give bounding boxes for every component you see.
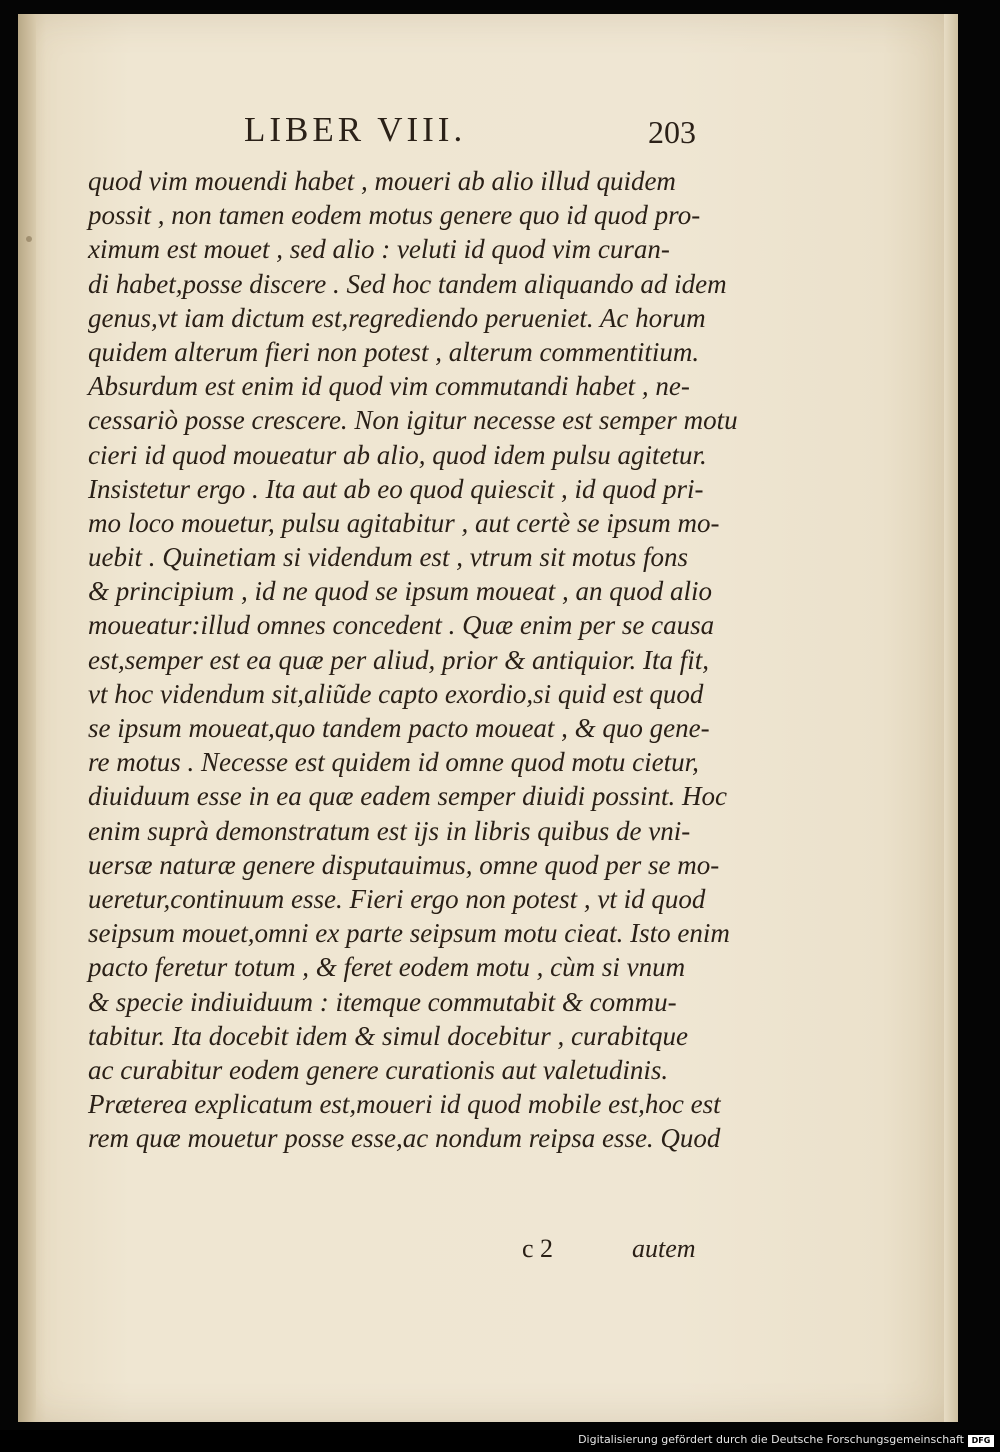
text-line: se ipsum moueat,quo tandem pacto moueat , & quo gene- bbox=[88, 713, 710, 743]
text-line: mo loco mouetur, pulsu agitabitur , aut certè se ipsum mo- bbox=[88, 507, 720, 538]
text-line: quidem alterum fieri non potest , alterum commentitium. bbox=[88, 336, 700, 367]
text-line: possit , non tamen eodem motus genere quo id quod pro- bbox=[88, 200, 701, 231]
text-line: Præterea explicatum est,moueri id quod mobile est,hoc est bbox=[88, 1089, 721, 1120]
text-line: est,semper est ea quæ per aliud, prior & antiquior. Ita fit, bbox=[88, 644, 709, 675]
text-line: re motus . Necesse est quidem id omne quod motu cietur, bbox=[88, 747, 699, 778]
catchline bbox=[18, 1234, 958, 1270]
signature-mark: c 2 bbox=[522, 1234, 554, 1263]
text-line: uebit . Quinetiam si videndum est , vtrum sit motus fons bbox=[88, 542, 688, 573]
text-line: vt hoc videndum sit,aliũde capto exordio,si quid est quod bbox=[88, 678, 704, 709]
text-line: & specie indiuiduum : itemque commutabit & commu- bbox=[88, 986, 677, 1017]
body-text bbox=[88, 164, 748, 1155]
book-page bbox=[18, 14, 958, 1422]
text-line: rem quæ mouetur posse esse,ac nondum reipsa esse. Quod bbox=[88, 1123, 721, 1154]
text-line: uersæ naturæ genere disputauimus, omne quod per se mo- bbox=[88, 849, 720, 880]
dfg-logo-icon: DFG bbox=[968, 1435, 994, 1447]
digitization-footer bbox=[0, 1430, 1000, 1452]
text-line: di habet,posse discere . Sed hoc tandem aliquando ad idem bbox=[88, 268, 727, 299]
text-line: ac curabitur eodem genere curationis aut valetudinis. bbox=[88, 1054, 669, 1085]
text-line: Absurdum est enim id quod vim commutandi habet , ne- bbox=[88, 371, 690, 402]
catchword: autem bbox=[632, 1234, 696, 1263]
text-line: enim suprà demonstratum est ijs in libris quibus de vni- bbox=[88, 815, 691, 846]
text-line: seipsum mouet,omni ex parte seipsum motu cieat. Isto enim bbox=[88, 918, 730, 949]
text-line: ueretur,continuum esse. Fieri ergo non potest , vt id quod bbox=[88, 883, 706, 914]
text-line: genus,vt iam dictum est,regrediendo perueniet. Ac horum bbox=[88, 302, 706, 333]
text-line: moueatur:illud omnes concedent . Quæ enim per se causa bbox=[88, 610, 715, 641]
text-line: diuiduum esse in ea quæ eadem semper diuidi possint. Hoc bbox=[88, 781, 727, 812]
running-head: LIBER VIII. bbox=[244, 110, 467, 149]
page-number: 203 bbox=[648, 114, 696, 150]
page-outer-edge bbox=[944, 14, 958, 1422]
text-line: cieri id quod moueatur ab alio, quod idem pulsu agitetur. bbox=[88, 439, 707, 470]
digitization-credit: Digitalisierung gefördert durch die Deutsche Forschungsgemeinschaft bbox=[578, 1433, 964, 1446]
ink-smudge bbox=[26, 236, 32, 242]
text-line: pacto feretur totum , & feret eodem motu , cùm si vnum bbox=[88, 952, 686, 983]
page-header bbox=[18, 110, 958, 160]
text-line: Insistetur ergo . Ita aut ab eo quod quiescit , id quod pri- bbox=[88, 473, 704, 504]
text-line: & principium , id ne quod se ipsum moueat , an quod alio bbox=[88, 576, 712, 607]
text-line: ximum est mouet , sed alio : veluti id quod vim curan- bbox=[88, 234, 670, 265]
text-line: tabitur. Ita docebit idem & simul docebitur , curabitque bbox=[88, 1020, 688, 1051]
text-line: cessariò posse crescere. Non igitur necesse est semper motu bbox=[88, 405, 738, 436]
text-line: quod vim mouendi habet , moueri ab alio illud quidem bbox=[88, 166, 676, 196]
page-gutter-edge bbox=[18, 14, 36, 1422]
